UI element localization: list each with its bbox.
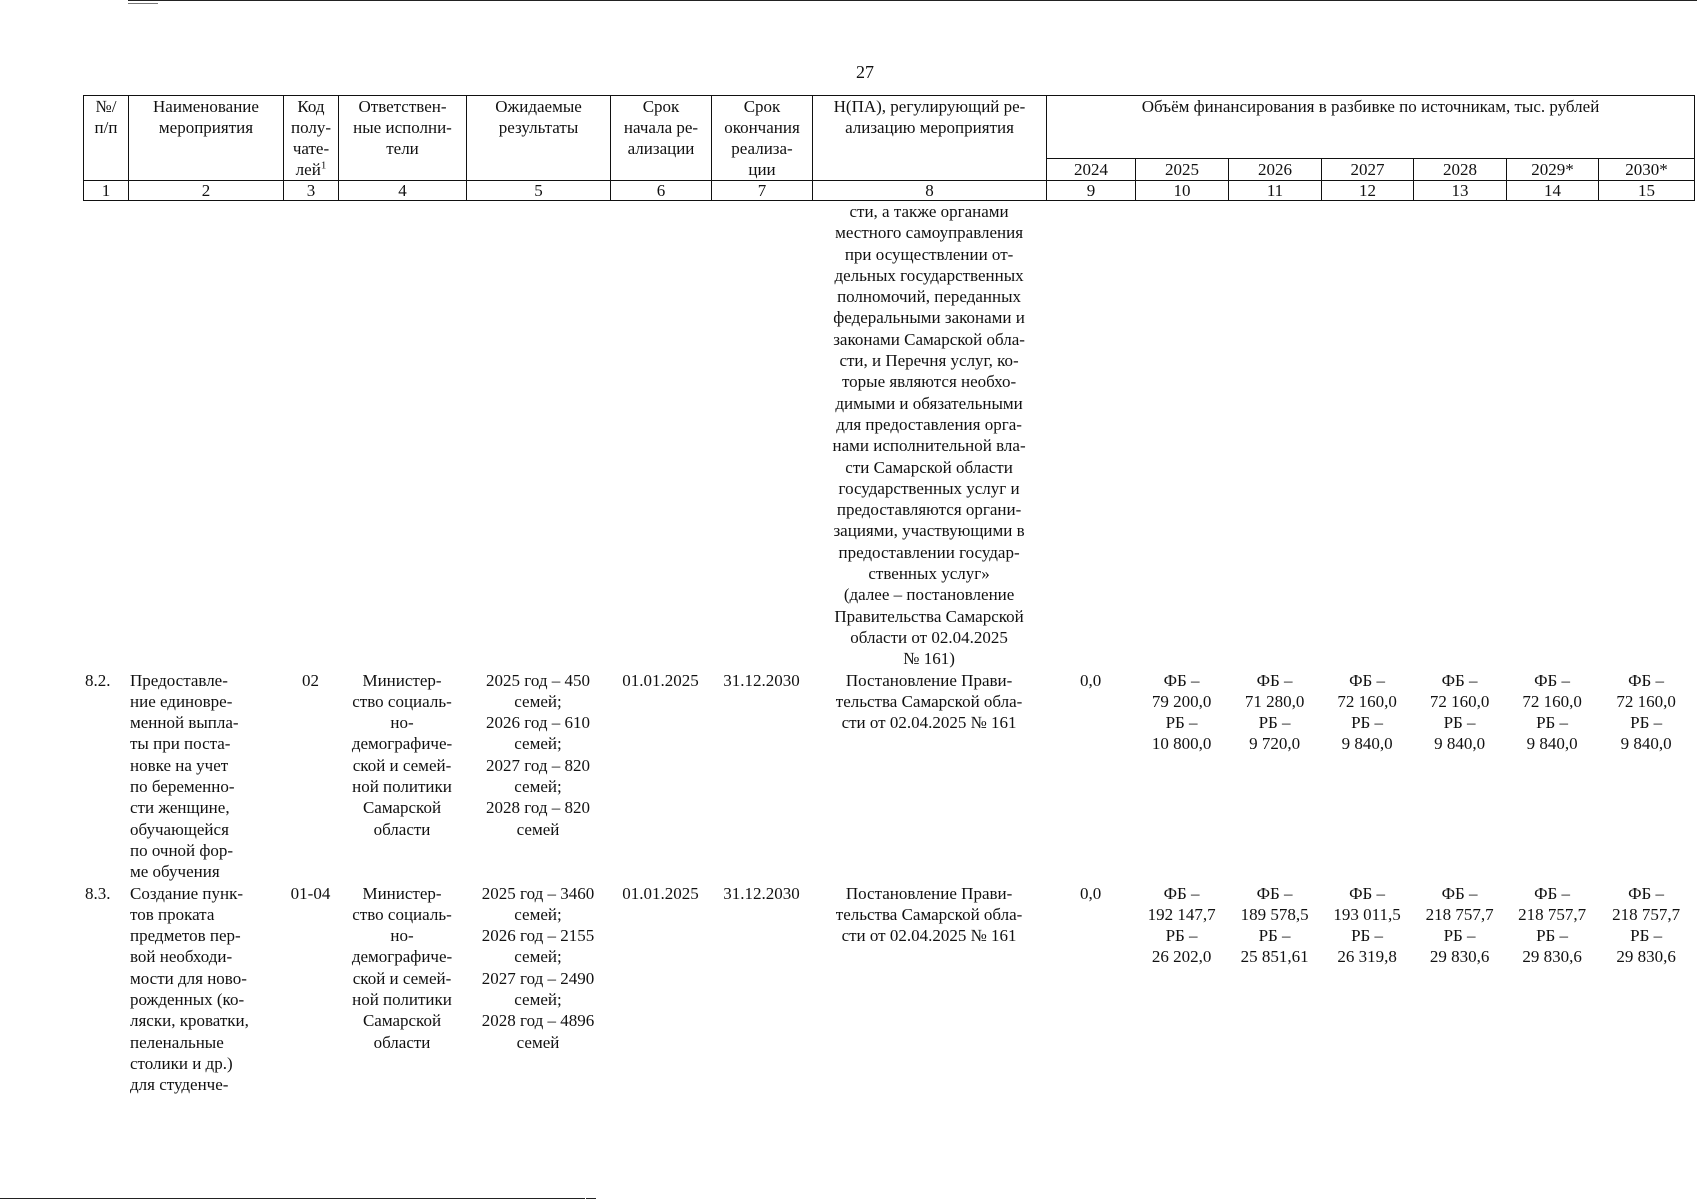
funding-2024: 0,0 [1079,670,1102,690]
col-number: 2 [129,181,284,201]
header-start-date: Срок начала ре- ализации [611,96,712,181]
recipient-code: 02 [302,670,319,690]
funding-2028: ФБ – 218 757,7 РБ – 29 830,6 [1425,883,1494,967]
funding-2025: ФБ – 79 200,0 РБ – 10 800,0 [1151,670,1212,754]
col-number: 7 [712,181,813,201]
col-number: 5 [467,181,611,201]
col-number: 14 [1507,181,1599,201]
funding-2027: ФБ – 72 160,0 РБ – 9 840,0 [1337,670,1397,754]
header-year: 2026 [1229,159,1322,181]
bottom-border-line [0,1198,585,1199]
header-year: 2024 [1047,159,1136,181]
header-year: 2025 [1136,159,1229,181]
funding-2027: ФБ – 193 011,5 РБ – 26 319,8 [1333,883,1401,967]
col-number: 15 [1599,181,1695,201]
expected-results: 2025 год – 450 семей; 2026 год – 610 семей; 2027 год – 820 семей; 2028 год – 820 семей [486,670,590,839]
event-name: Создание пунк- тов проката предметов пер- вой необходи- мости для ново- рожденных (ко- ляски, кроватки, пеленальные столики и др.) для студенче- [130,883,249,1095]
funding-2025: ФБ – 192 147,7 РБ – 26 202,0 [1147,883,1216,967]
header-year: 2028 [1414,159,1507,181]
funding-2024: 0,0 [1079,883,1102,903]
col-number: 8 [813,181,1047,201]
funding-2026: ФБ – 71 280,0 РБ – 9 720,0 [1244,670,1305,754]
page-number: 27 [856,62,874,82]
col-number: 10 [1136,181,1229,201]
header-num: №/ п/п [84,96,129,181]
funding-2029: ФБ – 72 160,0 РБ – 9 840,0 [1522,670,1582,754]
col-number: 3 [284,181,339,201]
header-funding: Объём финансирования в разбивке по источникам, тыс. рублей [1047,96,1695,159]
npa: Постановление Прави- тельства Самарской обла- сти от 02.04.2025 № 161 [835,883,1023,946]
table-row [83,670,1694,883]
npa-continuation-text: сти, а также органами местного самоуправления при осуществлении от- дельных государственных полномочий, переданных федеральными законами и законами Самарской обла- сти, и Перечня услуг, ко- торые являются необхо- димыми и обязательными для предоставления орга- нами исполнительной вла- сти Самарской области государственных услуг и предоставляются органи- зациями, участвующими в предоставлении государ- ственных услуг» (далее – постановление Правительства Самарской области от 02.04.2025 № 161) [832,202,1026,669]
col-number: 1 [84,181,129,201]
funding-2030: ФБ – 218 757,7 РБ – 29 830,6 [1612,883,1681,967]
table-row [83,883,1694,1096]
header-event-name: Наименование мероприятия [129,96,284,181]
header-year: 2027 [1322,159,1414,181]
col-number: 6 [611,181,712,201]
recipient-code: 01-04 [290,883,331,903]
responsible: Министер- ство социаль- но- демографиче- ской и семей- ной политики Самарской области [351,670,453,839]
header-recipient-code [284,96,339,181]
row-number: 8.3. [85,883,111,903]
col-number: 11 [1229,181,1322,201]
col-number: 13 [1414,181,1507,201]
header-table [83,95,1695,201]
blank-cell [1046,201,1694,670]
top-border-mark [128,3,158,4]
header-npa: Н(ПА), регулирующий ре- ализацию мероприятия [813,96,1047,181]
start-date: 01.01.2025 [622,883,699,903]
header-year: 2030* [1599,159,1695,181]
header-recipient-code-text: Код полу- чате- лей [290,97,332,179]
header-recipient-code-footnote: 1 [320,159,327,172]
header-responsible: Ответствен- ные исполни- тели [339,96,467,181]
bottom-border-mark [586,1198,596,1199]
header-expected-results: Ожидаемые результаты [467,96,611,181]
body-table [83,201,1694,1095]
col-number: 9 [1047,181,1136,201]
funding-2026: ФБ – 189 578,5 РБ – 25 851,61 [1240,883,1309,967]
start-date: 01.01.2025 [622,670,699,690]
col-number: 4 [339,181,467,201]
col-number: 12 [1322,181,1414,201]
end-date: 31.12.2030 [723,670,800,690]
blank-cell [83,201,812,670]
event-name: Предоставле- ние единовре- менной выпла- ты при поста- новке на учет по беременно- сти женщине, обучающейся по очной фор- ме обучения [130,670,239,882]
funding-2029: ФБ – 218 757,7 РБ – 29 830,6 [1518,883,1587,967]
header-year: 2029* [1507,159,1599,181]
row-number: 8.2. [85,670,111,690]
npa: Постановление Прави- тельства Самарской обла- сти от 02.04.2025 № 161 [835,670,1023,733]
expected-results: 2025 год – 3460 семей; 2026 год – 2155 семей; 2027 год – 2490 семей; 2028 год – 4896 семей [481,883,595,1052]
top-border-line [128,0,1697,1]
end-date: 31.12.2030 [723,883,800,903]
funding-2030: ФБ – 72 160,0 РБ – 9 840,0 [1616,670,1676,754]
continuation-row [83,201,1694,670]
header-end-date: Срок окончания реализа- ции [712,96,813,181]
funding-2028: ФБ – 72 160,0 РБ – 9 840,0 [1429,670,1490,754]
responsible: Министер- ство социаль- но- демографиче- ской и семей- ной политики Самарской области [351,883,453,1052]
